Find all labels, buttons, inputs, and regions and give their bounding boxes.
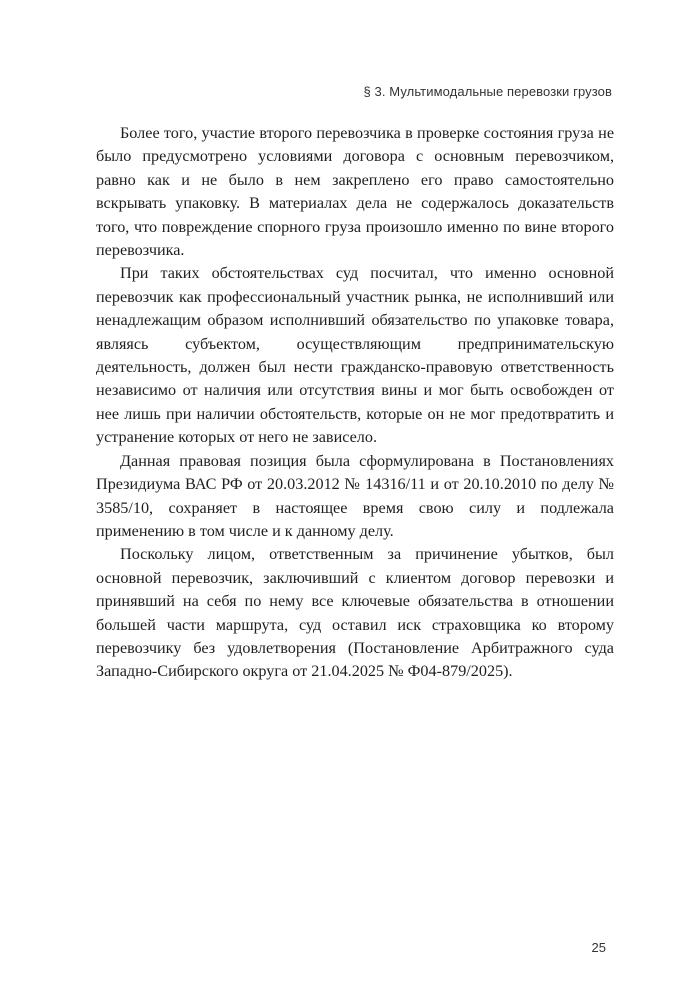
body-text — [96, 122, 614, 684]
running-header: § 3. Мультимодальные перевозки грузов — [363, 84, 612, 99]
page-number: 25 — [591, 940, 606, 955]
paragraph-3: Данная правовая позиция была сформулирована в Постановлениях Президиума ВАС РФ от 20.03.2012 № 14316/11 и от 20.10.2010 по делу № 3585/10, сохраняет в настоящее время свою силу и подлежала применению в том числе и к данному делу. — [96, 451, 614, 540]
paragraph-2: При таких обстоятельствах суд посчитал, что именно основной перевозчик как профессиональный участник рынка, не исполнивший или ненадлежащим образом исполнивший обязательство по упаковке товара, являясь субъектом, осуществляющим предпринимательскую деятельность, должен был нести гражданско-правовую ответственность независимо от наличия или отсутствия вины и мог быть освобожден от нее лишь при наличии обстоятельств, которые он не мог предотвратить и устранение которых от него не зависело. — [96, 264, 614, 447]
paragraph-4: Поскольку лицом, ответственным за причинение убытков, был основной перевозчик, заключивший с клиентом договор перевозки и принявший на себя по нему все ключевые обязательства в отношении большей части маршрута, суд оставил иск страховщика ко второму перевозчику без удовлетворения (Постановление Арбитражного суда Западно-Сибирского округа от 21.04.2025 № Ф04-879/2025). — [96, 545, 614, 681]
paragraph-1: Более того, участие второго перевозчика в проверке состояния груза не было предусмотрено условиями договора с основным перевозчиком, равно как и не было в нем закреплено его право самостоятельно вскрывать упаковку. В материалах дела не содержалось доказательств того, что повреждение спорного груза произошло именно по вине второго перевозчика. — [96, 124, 614, 260]
